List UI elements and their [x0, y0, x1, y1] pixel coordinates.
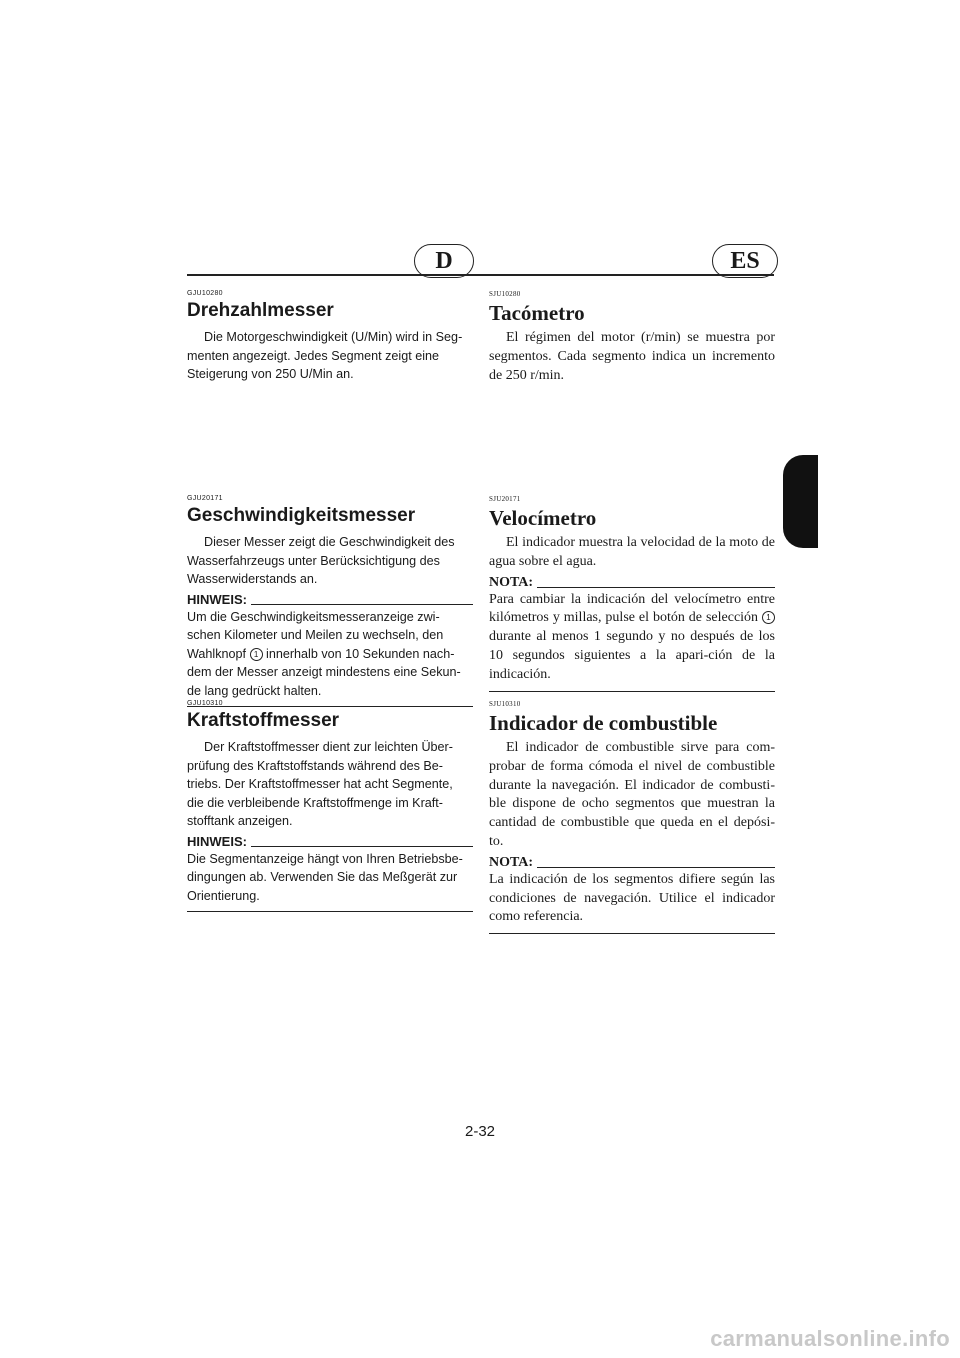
- section-body: El indicador de combustible sirve para com-probar de forma cómoda el nivel de combustible durante la navegación. El indicador de combusti-ble dispone de ocho segmentos que muestran la cantidad de combustible que queda en el depósi-to.: [489, 740, 775, 849]
- note-text-a: Um die Geschwindigkeitsmesseranzeige zwi-schen Kilometer und Meilen zu wechseln, den Wahlknopf: [187, 609, 444, 661]
- note-header: [187, 834, 473, 850]
- note-label: NOTA:: [489, 574, 534, 590]
- section-title: Indicador de combustible: [489, 711, 718, 735]
- note-text: [187, 608, 473, 701]
- es-section-speedometer: [489, 495, 775, 692]
- es-section-tachometer: [489, 290, 775, 385]
- section-title: Velocímetro: [489, 506, 597, 530]
- de-section-fuel-gauge: [187, 700, 473, 912]
- note-body: [489, 871, 775, 934]
- note-body: [187, 608, 473, 708]
- callout-number: 1: [250, 648, 263, 661]
- section-body: Die Motorgeschwindigkeit (U/Min) wird in Seg-menten angezeigt. Jedes Segment zeigt eine Steigerung von 250 U/Min an.: [187, 330, 463, 381]
- language-badge-es: ES: [712, 244, 778, 278]
- note-body: [187, 850, 473, 913]
- de-section-tachometer: [187, 290, 473, 384]
- note-label: HINWEIS:: [187, 591, 247, 607]
- note-text-b: durante al menos 1 segundo y no después de los 10 segundos siguientes a la apari-ción de la indicación.: [489, 629, 775, 682]
- note-header: [489, 855, 775, 871]
- page-margin: [818, 440, 960, 560]
- section-code: GJU20171: [187, 495, 223, 502]
- section-code: SJU10280: [489, 290, 521, 298]
- de-section-speedometer: [187, 495, 473, 707]
- page-number: 2-32: [464, 1123, 496, 1140]
- section-title: Kraftstoffmesser: [187, 710, 340, 731]
- note-label: NOTA:: [489, 854, 534, 870]
- note-rule: [251, 846, 473, 847]
- note-text-a: Para cambiar la indicación del velocímetro entre kilómetros y millas, pulse el botón de selección: [489, 591, 775, 626]
- section-code: SJU20171: [489, 495, 521, 503]
- note-text: [489, 591, 775, 685]
- section-title: Drehzahlmesser: [187, 300, 334, 321]
- note-text: La indicación de los segmentos difiere según las condiciones de navegación. Utilice el indicador como referencia.: [489, 871, 775, 925]
- note-header: [187, 592, 473, 608]
- language-badge-de: D: [414, 244, 474, 278]
- chapter-thumb-tab: [783, 455, 823, 548]
- note-header: [489, 575, 775, 591]
- note-body: [489, 591, 775, 692]
- note-label: HINWEIS:: [187, 833, 247, 849]
- section-body: Dieser Messer zeigt die Geschwindigkeit des Wasserfahrzeugs unter Berücksichtigung des Wasserwiderstands an.: [187, 535, 455, 586]
- section-body: Der Kraftstoffmesser dient zur leichten Über-prüfung des Kraftstoffstands während des Be-triebs. Der Kraftstoffmesser hat acht Segmente, die die verbleibende Kraftstoffmenge im Kraft-stofftank anzeigen.: [187, 740, 453, 828]
- note-rule: [251, 604, 473, 605]
- section-code: SJU10310: [489, 700, 521, 708]
- note-text: Die Segmentanzeige hängt von Ihren Betriebsbe-dingungen ab. Verwenden Sie das Meßgerät zur Orientierung.: [187, 851, 463, 903]
- header-rule: [187, 274, 774, 276]
- note-rule: [537, 867, 775, 868]
- section-body: El régimen del motor (r/min) se muestra por segmentos. Cada segmento indica un incremento de 250 r/min.: [489, 330, 775, 383]
- section-title: Tacómetro: [489, 301, 585, 325]
- watermark-text: carmanualsonline.info: [710, 1326, 950, 1351]
- section-title: Geschwindigkeitsmesser: [187, 505, 416, 526]
- note-rule: [537, 587, 775, 588]
- section-body: El indicador muestra la velocidad de la moto de agua sobre el agua.: [489, 535, 775, 569]
- callout-number: 1: [762, 611, 775, 624]
- note-text-b: innerhalb von 10 Sekunden nach-dem der Messer anzeigt mindestens eine Sekun-de lang gedrückt halten.: [187, 646, 461, 698]
- es-section-fuel-gauge: [489, 700, 775, 934]
- section-code: GJU10310: [187, 700, 223, 707]
- section-code: GJU10280: [187, 290, 223, 297]
